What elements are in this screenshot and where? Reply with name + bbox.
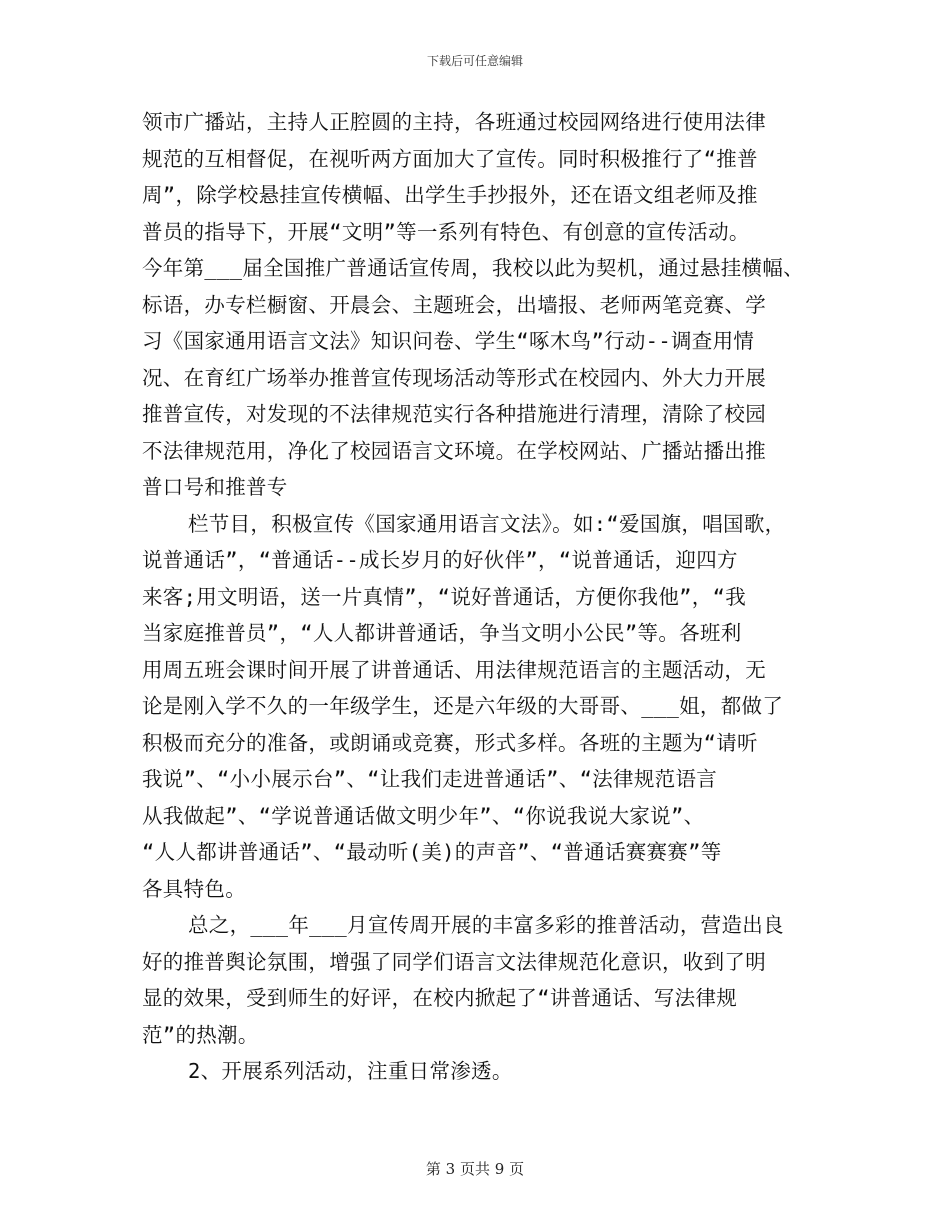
text-line: 显的效果，受到师生的好评，在校内掀起了“讲普通话、写法律规 [142,986,738,1010]
text-line: 周”，除学校悬挂宣传横幅、出学生手抄报外，还在语文组老师及推 [142,183,758,207]
text-line: 普员的指导下，开展“文明”等一系列有特色、有创意的宣传活动。 [142,219,750,244]
text-line: 用周五班会课时间开展了讲普通话、用法律规范语言的主题活动，无 [142,657,766,682]
page-footer: 第 3 页共 9 页 [425,1160,525,1178]
text-line: 今年第___届全国推广普通话宣传周，我校以此为契机，通过悬挂横幅、 [142,256,804,280]
text-line: 好的推普舆论氛围，增强了同学们语言文法律规范化意识，收到了明 [142,949,766,974]
text-line: 规范的互相督促，在视听两方面加大了宣传。同时积极推行了“推普 [142,146,758,171]
text-line: 推普宣传，对发现的不法律规范实行各种措施进行清理，清除了校园 [142,402,766,426]
text-line: 积极而充分的准备，或朗诵或竞赛，形式多样。各班的主题为“请听 [142,730,758,755]
text-line: 我说”、“小小展示台”、“让我们走进普通话”、“法律规范语言 [142,767,718,791]
text-line: 标语，办专栏橱窗、开晨会、主题班会，出墙报、老师两笔竞赛、学 [142,292,766,317]
text-line: 2、开展系列活动，注重日常渗透。 [188,1059,513,1083]
text-line: 来客;用文明语，送一片真情”，“说好普通话，方便你我他”，“我 [142,584,747,609]
text-line: 不法律规范用，净化了校园语言文环境。在学校网站、广播站播出推 [142,438,766,463]
text-line: 说普通话”，“普通话--成长岁月的好伙伴”，“说普通话，迎四方 [142,548,738,572]
text-line: 从我做起”、“学说普通话做文明少年”、“你说我说大家说”、 [142,803,705,828]
text-line: 当家庭推普员”，“人人都讲普通话，争当文明小公民”等。各班利 [142,621,742,645]
page-header: 下载后可任意编辑 [426,54,523,68]
text-line: 范”的热潮。 [142,1022,259,1047]
text-line: “人人都讲普通话”、“最动听(美)的声音”、“普通话赛赛赛”等 [142,840,722,864]
text-line: 论是刚入学不久的一年级学生，还是六年级的大哥哥、___姐，都做了 [142,694,784,718]
text-line: 各具特色。 [142,876,246,901]
document-body [142,104,842,1090]
text-line: 习《国家通用语言文法》知识问卷、学生“啄木鸟”行动--调查用情 [142,329,755,353]
text-line: 况、在育红广场举办推普宣传现场活动等形式在校园内、外大力开展 [142,365,766,390]
text-line: 栏节目，积极宣传《国家通用语言文法》。如:“爱国旗，唱国歌， [188,511,786,536]
text-line: 普口号和推普专 [142,475,288,499]
text-line: 领市广播站，主持人正腔圆的主持，各班通过校园网络进行使用法律 [142,110,766,134]
text-line: 总之，___年___月宣传周开展的丰富多彩的推普活动，营造出良 [188,913,784,937]
